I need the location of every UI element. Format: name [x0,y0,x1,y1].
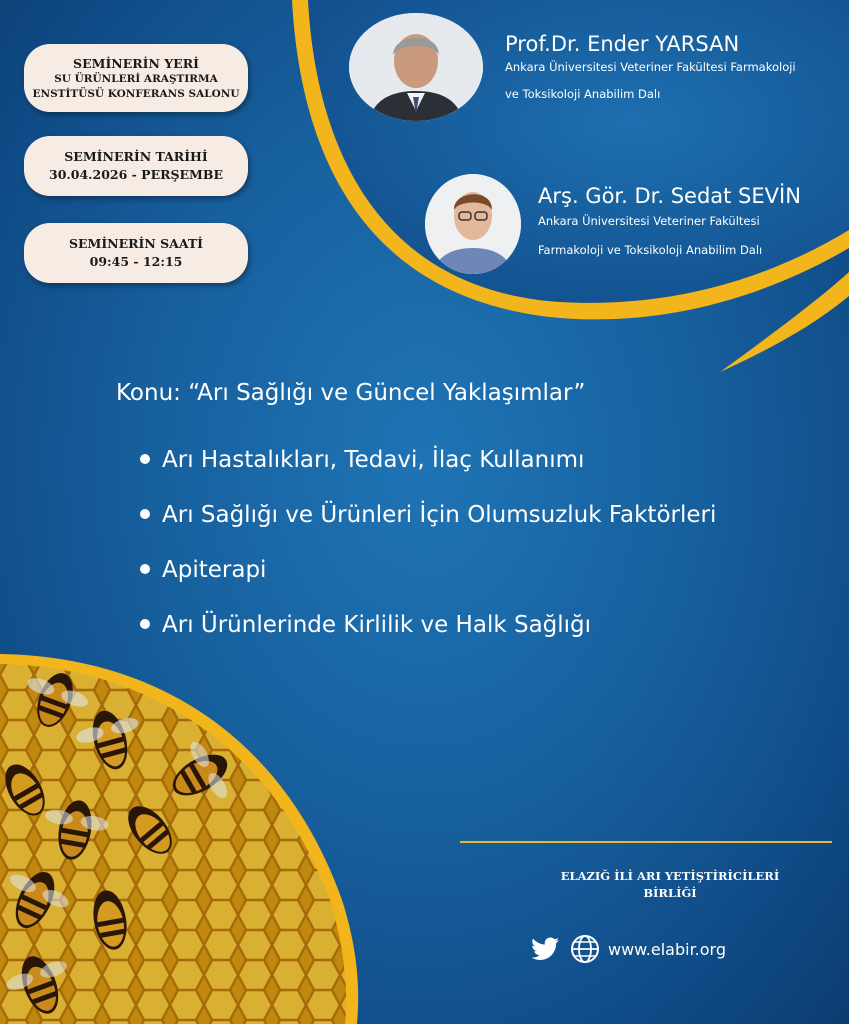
person-2-icon [425,174,521,274]
seminar-date-box [24,136,248,196]
list-item-text: Apiterapi [162,557,267,583]
seminar-topic: Konu: “Arı Sağlığı ve Güncel Yaklaşımlar” [116,380,586,406]
bullet-dot [140,454,150,464]
list-item [140,438,716,493]
speaker-1-affiliation-1: Ankara Üniversitesi Veteriner Fakültesi Farmakoloji [505,60,796,74]
bullet-dot [140,564,150,574]
list-item [140,548,716,603]
footer-links [532,934,726,964]
venue-title: SEMİNERİN YERİ [73,55,199,71]
time-title: SEMİNERİN SAATİ [68,236,204,251]
person-1-icon [349,13,483,121]
list-item-text: Arı Ürünlerinde Kirlilik ve Halk Sağlığı [162,612,592,638]
speaker-1-photo [349,13,483,121]
topic-list [140,438,716,658]
organization-line-2: BİRLİĞİ [643,886,697,900]
date-title: SEMİNERİN TARİHİ [64,149,208,164]
seminar-time-box [24,223,248,283]
website-link[interactable]: www.elabir.org [608,939,727,959]
bullet-dot [140,509,150,519]
speaker-2-photo [425,174,521,274]
speaker-2-name: Arş. Gör. Dr. Sedat SEVİN [538,184,801,208]
organization-line-1: ELAZIĞ İLİ ARI YETİŞTİRİCİLERİ [560,869,780,883]
speaker-2-affiliation-1: Ankara Üniversitesi Veteriner Fakültesi [538,214,760,228]
speaker-1-name: Prof.Dr. Ender YARSAN [505,32,740,56]
list-item [140,603,716,658]
list-item [140,493,716,548]
date-value: 30.04.2026 - PERŞEMBE [49,167,223,182]
venue-line-1: SU ÜRÜNLERİ ARAŞTIRMA [54,72,218,85]
organization-name [520,868,820,902]
list-item-text: Arı Hastalıkları, Tedavi, İlaç Kullanımı [162,447,585,473]
divider-line [460,841,832,843]
twitter-icon[interactable] [532,937,560,961]
venue-line-2: ENSTİTÜSÜ KONFERANS SALONU [32,87,240,100]
list-item-text: Arı Sağlığı ve Ürünleri İçin Olumsuzluk Faktörleri [162,502,717,528]
speaker-2-affiliation-2: Farmakoloji ve Toksikoloji Anabilim Dalı [538,243,763,257]
time-value: 09:45 - 12:15 [89,254,183,269]
seminar-venue-box [24,44,248,112]
speaker-1-affiliation-2: ve Toksikoloji Anabilim Dalı [505,87,661,101]
bullet-dot [140,619,150,629]
globe-icon[interactable] [570,934,600,964]
